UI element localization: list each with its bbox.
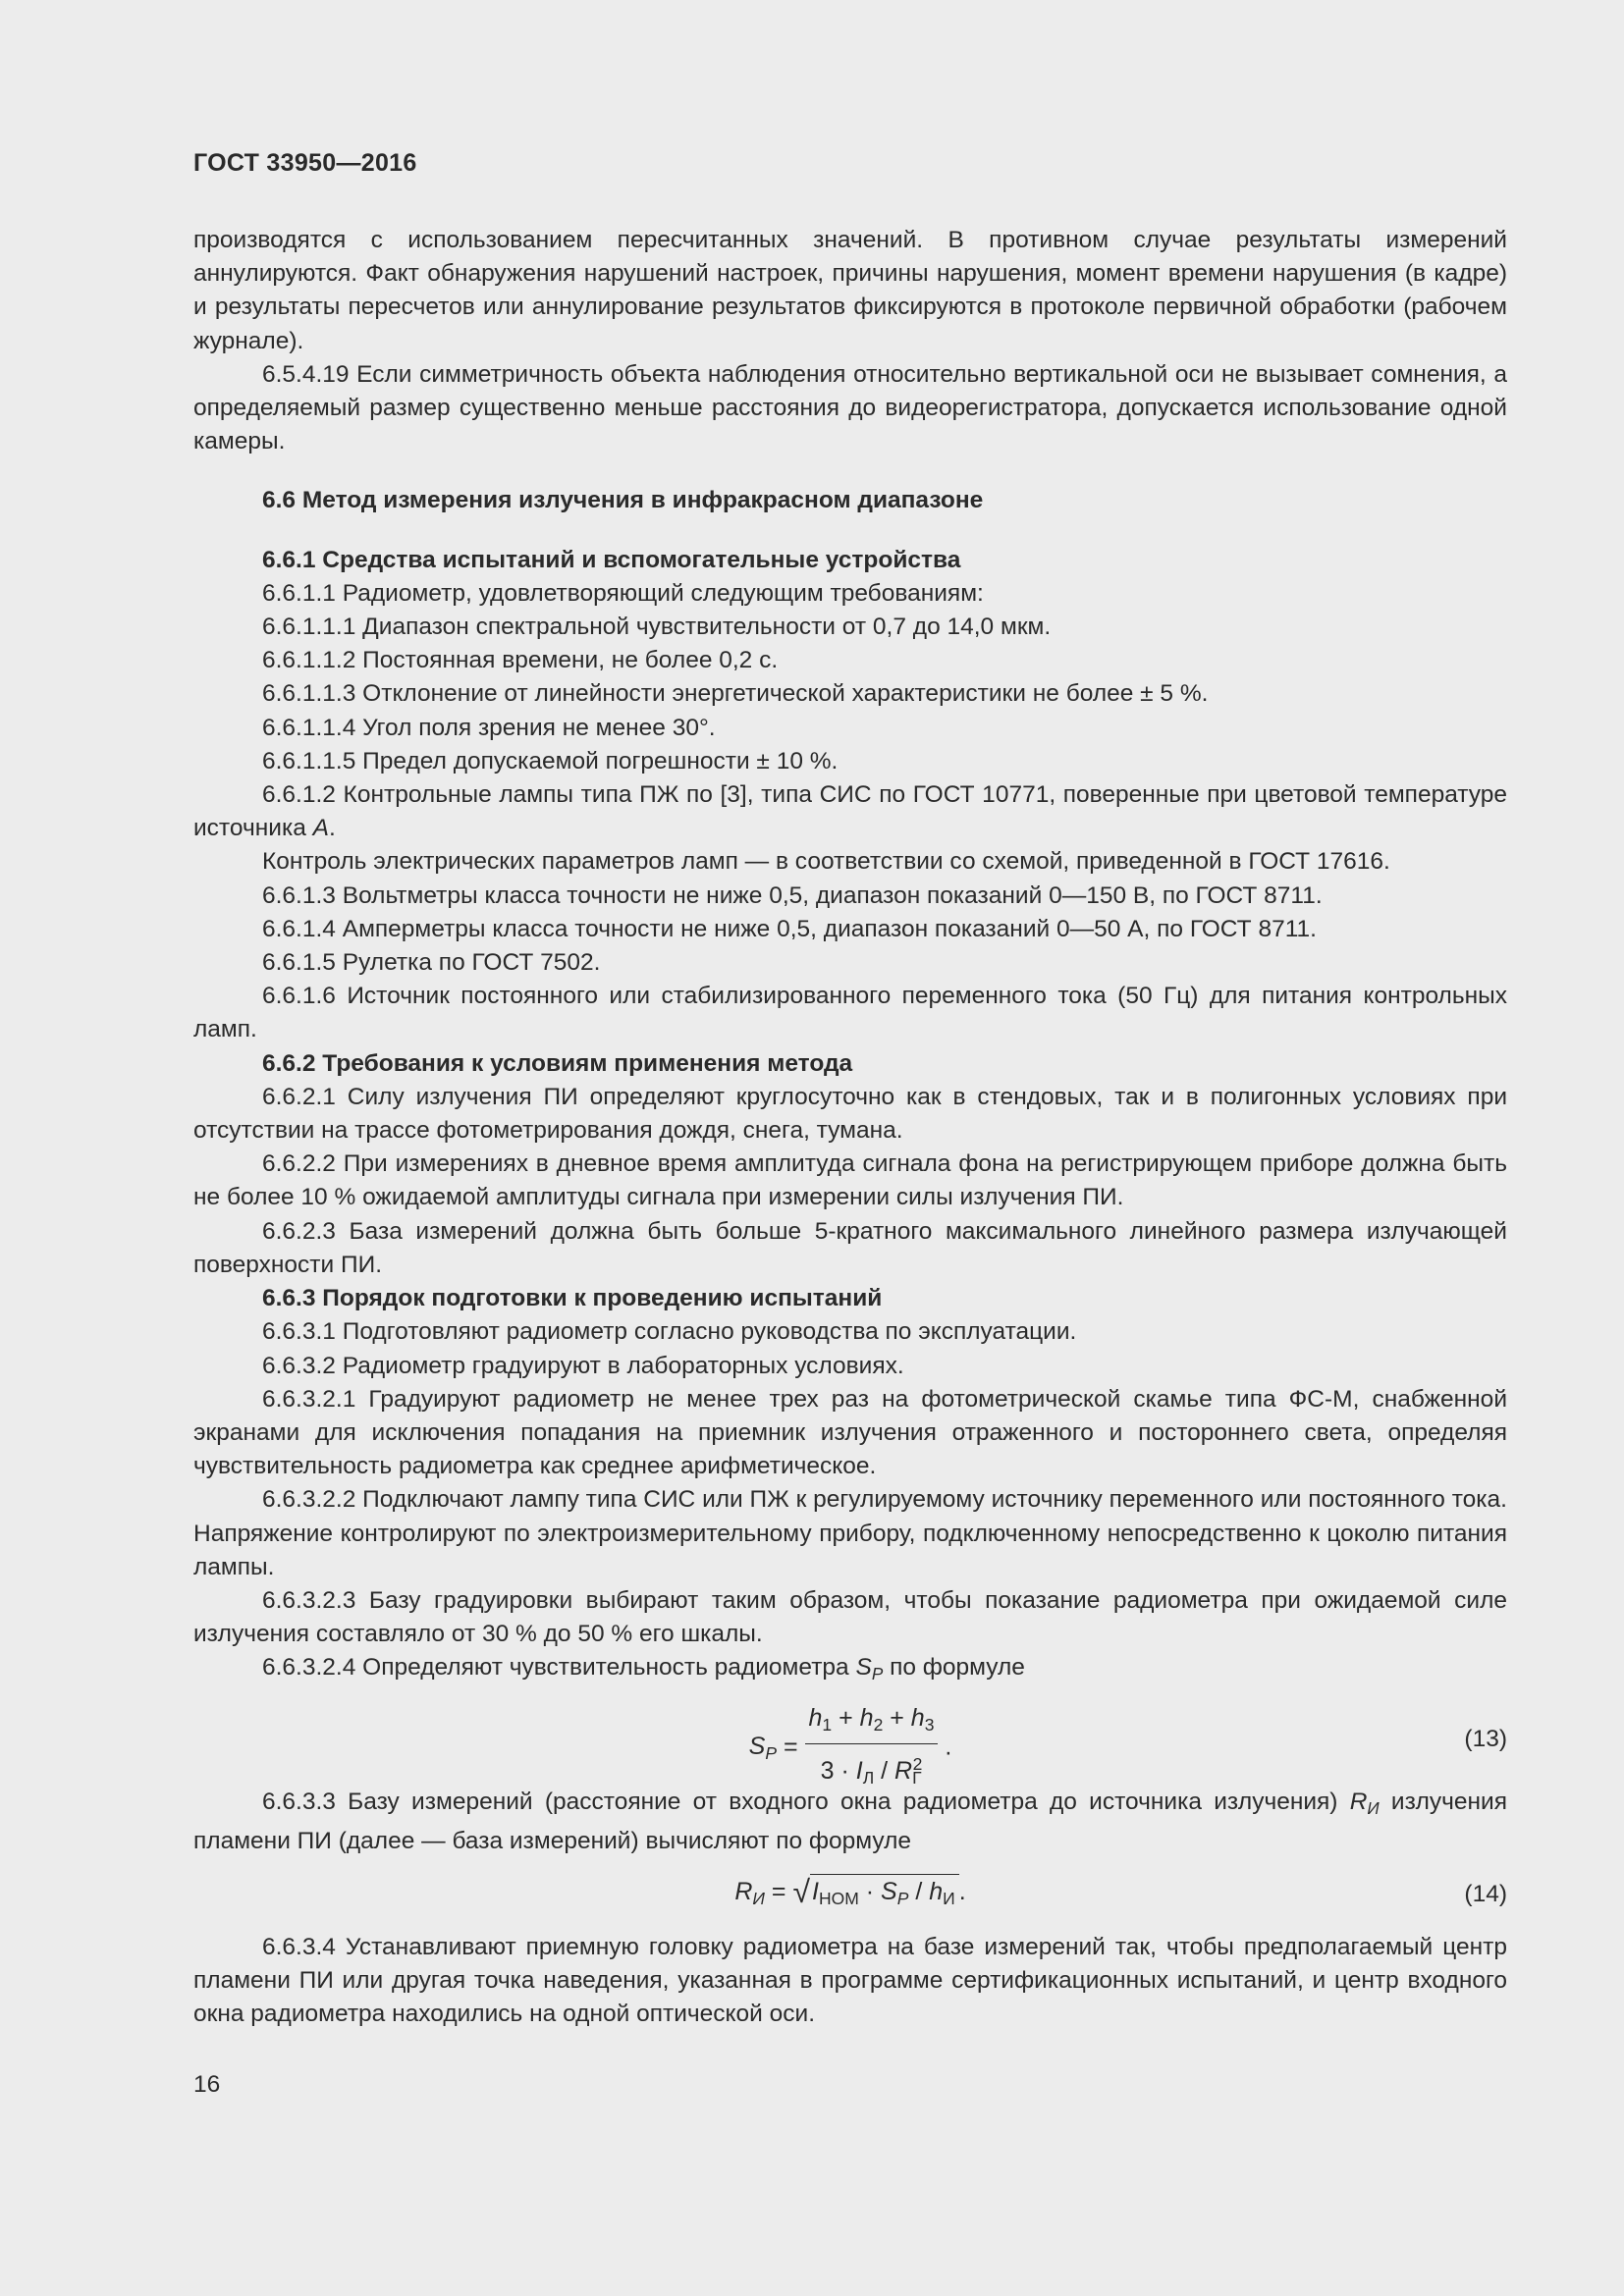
section-heading: 6.6 Метод измерения излучения в инфракрасном диапазоне	[262, 487, 984, 514]
list-item: 6.6.1.1.2 Постоянная времени, не более 0,2 с.	[262, 647, 779, 674]
formula-body: $R_И = √I_{НОМ} \cdot S_P / h_И$ .	[193, 1874, 1507, 1915]
text: .	[328, 815, 336, 842]
fraction: $\frac{h_1 + h_2 + h_3}{3 \cdot I_Л / R_Г^2}$	[805, 1701, 939, 1794]
list-item: 6.6.2.3 База измерений должна быть больше 5-кратного максимального линейного размера излучающей поверхности ПИ.	[193, 1217, 1507, 1278]
subsection-heading: 6.6.3 Порядок подготовки к проведению испытаний	[262, 1285, 883, 1312]
variable-ri: $R_И$	[1349, 1788, 1380, 1818]
list-item: 6.6.1.4 Амперметры класса точности не ниже 0,5, диапазон показаний 0—50 А, по ГОСТ 8711.	[262, 915, 1317, 942]
paragraph: производятся с использованием пересчитанных значений. В противном случае результаты измерений аннулируются. Факт обнаружения нарушений настроек, причины нарушения, момент времени нарушения (в кадре) и результаты пересчетов или аннулирование результатов фиксируются в протоколе первичной обработки (рабочем журнале).	[193, 227, 1507, 354]
text: 6.6.3.2.4 Определяют чувствительность радиометра	[262, 1654, 856, 1682]
page-body	[193, 224, 1507, 2032]
list-item: 6.6.1.1.5 Предел допускаемой погрешности ± 10 %.	[262, 747, 839, 774]
paragraph: 6.5.4.19 Если симметричность объекта наблюдения относительно вертикальной оси не вызывает сомнения, а определяемый размер существенно меньше расстояния до видеорегистратора, допускается использование одной камеры.	[193, 360, 1507, 455]
formula-13	[193, 1701, 1507, 1788]
equation-number: (14)	[1464, 1880, 1507, 1907]
paragraph: 6.6.3.4 Устанавливают приемную головку радиометра на базе измерений так, чтобы предполагаемый центр пламени ПИ или другая точка наведения, указанная в программе сертификационных испытаний, и центр входного окна радиометра находились на одной оптической оси.	[193, 1933, 1507, 2028]
spacer	[193, 458, 1507, 484]
list-item: 6.6.3.2 Радиометр градуируют в лабораторных условиях.	[262, 1352, 904, 1379]
page-number: 16	[193, 2071, 221, 2098]
text: по формуле	[883, 1654, 1025, 1682]
list-item: 6.6.2.2 При измерениях в дневное время амплитуда сигнала фона на регистрирующем приборе должна быть не более 10 % ожидаемой амплитуды сигнала при измерении силы излучения ПИ.	[193, 1150, 1507, 1211]
list-item: 6.6.1.1.4 Угол поля зрения не менее 30°.	[262, 714, 716, 741]
formula-14	[193, 1868, 1507, 1925]
list-item: 6.6.3.2.2 Подключают лампу типа СИС или ПЖ к регулируемому источнику переменного или постоянного тока. Напряжение контролируют по электроизмерительному прибору, подключенному непосредственно к цоколю питания лампы.	[193, 1486, 1507, 1580]
list-item: 6.6.1.5 Рулетка по ГОСТ 7502.	[262, 949, 601, 977]
list-item: 6.6.1.1.1 Диапазон спектральной чувствительности от 0,7 до 14,0 мкм.	[262, 614, 1052, 641]
paragraph	[193, 1651, 1507, 1690]
list-item: 6.6.1.3 Вольтметры класса точности не ниже 0,5, диапазон показаний 0—150 В, по ГОСТ 8711.	[262, 881, 1323, 909]
list-item: 6.6.2.1 Силу излучения ПИ определяют круглосуточно как в стендовых, так и в полигонных условиях при отсутствии на трассе фотометрирования дождя, снега, тумана.	[193, 1083, 1507, 1145]
subsection-heading: 6.6.1 Средства испытаний и вспомогательные устройства	[262, 546, 961, 573]
list-item: 6.6.1.1 Радиометр, удовлетворяющий следующим требованиям:	[262, 579, 984, 607]
text: излучения пламени ПИ (далее — база измерений) вычисляют по формуле	[193, 1788, 1507, 1854]
text: 6.6.3.3 Базу измерений (расстояние от входного окна радиометра до источника излучения)	[262, 1788, 1350, 1815]
paragraph	[193, 778, 1507, 845]
doc-header: ГОСТ 33950—2016	[193, 149, 417, 177]
list-item: 6.6.3.1 Подготовляют радиометр согласно руководства по эксплуатации.	[262, 1318, 1077, 1346]
list-item: 6.6.3.2.1 Градуируют радиометр не менее трех раз на фотометрической скамье типа ФС-М, снабженной экранами для исключения попадания на приемник излучения отраженного и постороннего света, определяя чувствительность радиометра как среднее арифметическое.	[193, 1385, 1507, 1480]
formula-body: $S_P$ = $\frac{h_1 + h_2 + h_3}{3 \cdot I_Л / R_Г^2}$ .	[193, 1701, 1507, 1794]
subsection-heading: 6.6.2 Требования к условиям применения метода	[262, 1049, 853, 1077]
variable-sp: $S_P$	[855, 1654, 884, 1684]
list-item: 6.6.1.6 Источник постоянного или стабилизированного переменного тока (50 Гц) для питания контрольных ламп.	[193, 983, 1507, 1043]
spacer	[193, 518, 1507, 544]
paragraph: Контроль электрических параметров ламп — в соответствии со схемой, приведенной в ГОСТ 17616.	[262, 848, 1390, 876]
text: 6.6.1.2 Контрольные лампы типа ПЖ по [3], типа СИС по ГОСТ 10771, поверенные при цветовой температуре источника	[193, 781, 1507, 842]
equation-number: (13)	[1464, 1725, 1507, 1752]
paragraph	[193, 1786, 1507, 1858]
variable: А	[312, 815, 329, 842]
list-item: 6.6.3.2.3 Базу градуировки выбирают таким образом, чтобы показание радиометра при ожидаемой силе излучения составляло от 30 % до 50 % его шкалы.	[193, 1586, 1507, 1648]
list-item: 6.6.1.1.3 Отклонение от линейности энергетической характеристики не более ± 5 %.	[262, 680, 1209, 708]
